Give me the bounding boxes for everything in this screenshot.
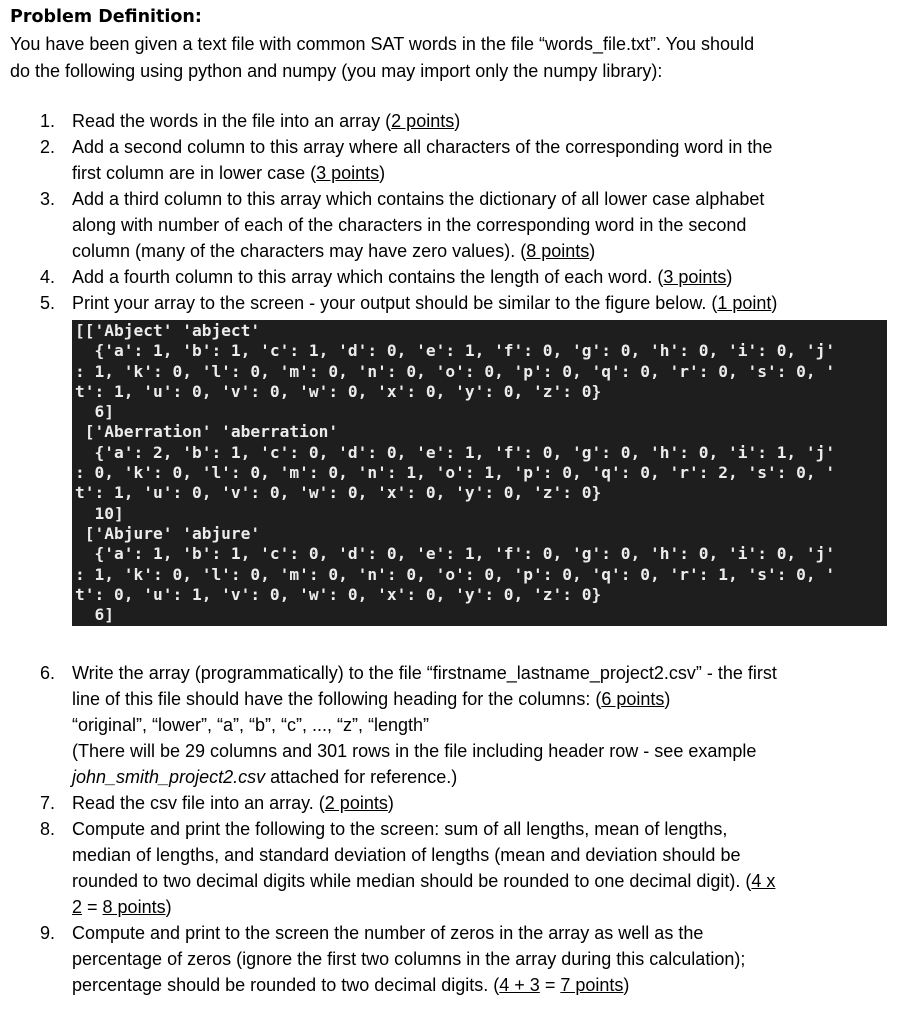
console-line: ['Aberration' 'aberration' [75,422,339,442]
task-item-4 [0,264,777,290]
console-line: [['Abject' 'abject' [75,321,261,340]
task-text: = [539,975,561,995]
points-label: 4 x [751,871,776,891]
points-label: 8 points [102,897,166,917]
example-filename: john_smith_project2.csv [72,767,266,787]
intro-paragraph [10,31,890,85]
task-number: 8. [40,819,56,839]
task-text: first column are in lower case ( [72,163,317,183]
console-line: : 1, 'k': 0, 'l': 0, 'm': 0, 'n': 0, 'o': 0, 'p': 0, 'q': 0, 'r': 1, 's': 0, ' [75,564,836,584]
intro-line: You have been given a text file with common SAT words in the file “words_file.txt”. You should [10,34,755,54]
task-number: 4. [40,267,56,287]
points-label: 7 points [560,975,624,995]
task-number: 2. [40,137,56,157]
task-number: 3. [40,189,56,209]
task-text: Add a second column to this array where all characters of the corresponding word in the [72,137,773,157]
task-number: 7. [40,793,56,813]
points-label: 6 points [601,689,665,709]
task-text: ) [664,689,671,709]
task-text: column (many of the characters may have zero values). ( [72,241,527,261]
task-item-3 [0,186,777,264]
console-line: 6] [75,402,114,422]
csv-heading-text: “original”, “lower”, “a”, “b”, “c”, ..., “z”, “length” [72,715,430,735]
task-text: ) [387,793,394,813]
task-text: Add a third column to this array which contains the dictionary of all lower case alphabet [72,189,765,209]
task-text: ) [726,267,733,287]
task-text: Read the words in the file into an array ( [72,111,392,131]
task-text: ) [165,897,172,917]
task-item-6 [0,660,777,790]
task-item-9 [0,920,777,998]
task-text: Compute and print to the screen the number of zeros in the array as well as the [72,923,704,943]
task-text: median of lengths, and standard deviation of lengths (mean and deviation should be [72,845,741,865]
task-item-5 [0,290,777,316]
task-text: = [82,897,103,917]
console-line: : 0, 'k': 0, 'l': 0, 'm': 0, 'n': 1, 'o': 1, 'p': 0, 'q': 0, 'r': 2, 's': 0, ' [75,463,836,483]
task-text: along with number of each of the characters in the corresponding word in the second [72,215,747,235]
console-line: t': 1, 'u': 0, 'v': 0, 'w': 0, 'x': 0, 'y': 0, 'z': 0} [75,381,602,401]
points-label: 2 points [391,111,455,131]
task-number: 9. [40,923,56,943]
task-number: 6. [40,663,56,683]
task-number: 1. [40,111,56,131]
task-text: Add a fourth column to this array which contains the length of each word. ( [72,267,664,287]
task-text: Read the csv file into an array. ( [72,793,325,813]
page-title: Problem Definition: [10,7,202,27]
points-label: 2 [72,897,83,917]
task-list-part-1 [0,108,777,316]
task-text: ) [379,163,386,183]
console-line: {'a': 1, 'b': 1, 'c': 0, 'd': 0, 'e': 1, 'f': 0, 'g': 0, 'h': 0, 'i': 0, 'j' [75,544,836,564]
task-text: percentage should be rounded to two decimal digits. ( [72,975,500,995]
console-line: t': 0, 'u': 1, 'v': 0, 'w': 0, 'x': 0, 'y': 0, 'z': 0} [75,584,602,604]
points-label: 3 points [316,163,380,183]
task-item-1 [0,108,777,134]
console-line: ['Abjure' 'abjure' [75,523,261,543]
task-text: (There will be 29 columns and 301 rows in the file including header row - see example [72,741,757,761]
task-text: ) [454,111,461,131]
task-text: ) [623,975,630,995]
task-item-2 [0,134,777,186]
console-line: {'a': 1, 'b': 1, 'c': 1, 'd': 0, 'e': 1, 'f': 0, 'g': 0, 'h': 0, 'i': 0, 'j' [75,341,836,361]
task-list-part-2 [0,660,777,998]
console-line: t': 1, 'u': 0, 'v': 0, 'w': 0, 'x': 0, 'y': 0, 'z': 0} [75,483,602,503]
intro-line: do the following using python and numpy (you may import only the numpy library): [10,61,663,81]
console-line: 10] [75,503,124,523]
console-line: : 1, 'k': 0, 'l': 0, 'm': 0, 'n': 0, 'o': 0, 'p': 0, 'q': 0, 'r': 0, 's': 0, ' [75,361,836,381]
task-text: ) [589,241,596,261]
task-text: percentage of zeros (ignore the first two columns in the array during this calculation); [72,949,746,969]
task-text: Write the array (programmatically) to the file “firstname_lastname_project2.csv” - the first [72,663,777,683]
points-label: 4 + 3 [499,975,540,995]
task-text: rounded to two decimal digits while median should be rounded to one decimal digit). ( [72,871,752,891]
task-text: attached for reference.) [265,767,458,787]
points-label: 8 points [526,241,590,261]
task-text: Print your array to the screen - your output should be similar to the figure below. ( [72,293,718,313]
task-item-8 [0,816,777,920]
task-text: Compute and print the following to the screen: sum of all lengths, mean of lengths, [72,819,728,839]
task-item-7 [0,790,777,816]
task-text: ) [771,293,778,313]
console-output-figure [72,320,887,626]
points-label: 3 points [663,267,727,287]
points-label: 1 point [717,293,772,313]
console-line: 6] [75,605,114,625]
task-number: 5. [40,293,56,313]
points-label: 2 points [324,793,388,813]
task-text: line of this file should have the following heading for the columns: ( [72,689,602,709]
console-line: {'a': 2, 'b': 1, 'c': 0, 'd': 0, 'e': 1, 'f': 0, 'g': 0, 'h': 0, 'i': 1, 'j' [75,442,836,462]
